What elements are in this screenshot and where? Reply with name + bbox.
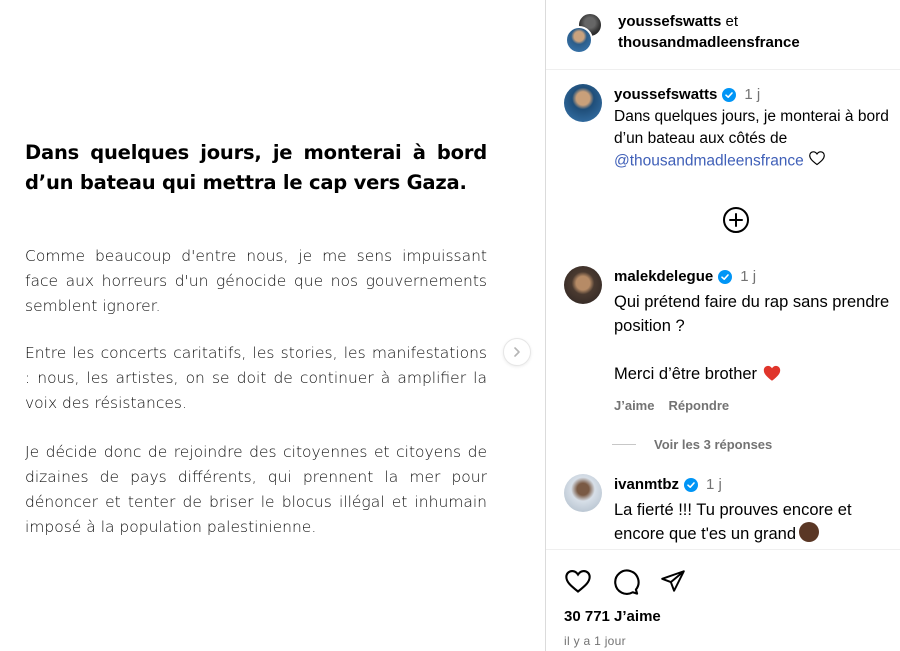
verified-badge-icon (722, 88, 736, 102)
header-usernames (618, 11, 800, 53)
fist-emoji-icon (799, 522, 819, 542)
view-replies-button[interactable] (612, 437, 772, 452)
avatar[interactable] (565, 26, 593, 54)
like-button[interactable] (564, 568, 592, 596)
avatar[interactable] (564, 266, 602, 304)
likes-count[interactable]: 30 771 J’aime (564, 608, 661, 625)
post-date[interactable]: il y a 1 jour (564, 634, 626, 648)
comment-text: La fierté !!! Tu prouves encore et encore que t'es un grand (614, 501, 852, 543)
collab-avatars[interactable] (565, 12, 605, 54)
comment-bubble-icon (612, 568, 640, 596)
verified-badge-icon (684, 478, 698, 492)
comment-button[interactable] (612, 568, 640, 596)
plus-circle-icon (722, 206, 750, 234)
comment-like-button[interactable]: J’aime (614, 398, 655, 413)
verified-badge-icon (718, 270, 732, 284)
post-sidebar (545, 0, 900, 651)
paper-plane-icon (660, 568, 686, 594)
comment-text-line-2: Merci d’être brother (614, 365, 758, 383)
comment-time[interactable]: 1 j (740, 268, 757, 285)
post-paragraph-3: Je décide donc de rejoindre des citoyennes et citoyens de dizaines de pays différents, qui prennent la mer pour dénoncer et tenter de briser le blocus illégal et inhumain imposé à la population palestinienne. (25, 443, 487, 536)
header-connector: et (721, 13, 739, 30)
caption-text: Dans quelques jours, je monterai à bord d’un bateau aux côtés de (614, 108, 889, 147)
comment-item (564, 474, 894, 546)
post-caption (564, 84, 894, 173)
red-heart-icon (762, 365, 782, 383)
header-user-thousandmadleensfrance[interactable]: thousandmadleensfrance (618, 34, 800, 51)
comment-username[interactable]: ivanmtbz (614, 476, 680, 493)
avatar[interactable] (564, 474, 602, 512)
load-more-comments-button[interactable] (722, 206, 750, 234)
comment-item (564, 266, 894, 413)
replies-divider (612, 444, 636, 445)
header-user-youssefswatts[interactable]: youssefswatts (618, 13, 722, 30)
comment-time[interactable]: 1 j (706, 476, 722, 493)
comment-text-line-1: Qui prétend faire du rap sans prendre position ? (614, 293, 890, 335)
share-button[interactable] (660, 568, 686, 596)
chevron-right-icon (511, 346, 523, 358)
heart-outline-icon[interactable] (808, 150, 826, 173)
post-actions-bar (546, 549, 900, 651)
post-header (546, 0, 900, 70)
caption-mention[interactable]: @thousandmadleensfrance (614, 152, 804, 170)
heart-icon (564, 568, 592, 594)
avatar[interactable] (564, 84, 602, 122)
post-paragraph-2: Entre les concerts caritatifs, les stories, les manifestations : nous, les artistes, on se doit de continuer à amplifier la voix des résistances. (25, 344, 487, 412)
post-paragraph-1: Comme beaucoup d'entre nous, je me sens impuissant face aux horreurs d'un génocide que nos gouvernements semblent ignorer. (25, 247, 487, 315)
comment-username[interactable]: malekdelegue (614, 268, 714, 285)
caption-username[interactable]: youssefswatts (614, 86, 718, 103)
view-replies-label: Voir les 3 réponses (654, 437, 773, 452)
next-slide-button[interactable] (503, 338, 531, 366)
comment-reply-button[interactable]: Répondre (668, 398, 730, 413)
caption-time[interactable]: 1 j (744, 86, 761, 103)
post-headline: Dans quelques jours, je monterai à bord d’un bateau qui mettra le cap vers Gaza. (25, 141, 487, 194)
